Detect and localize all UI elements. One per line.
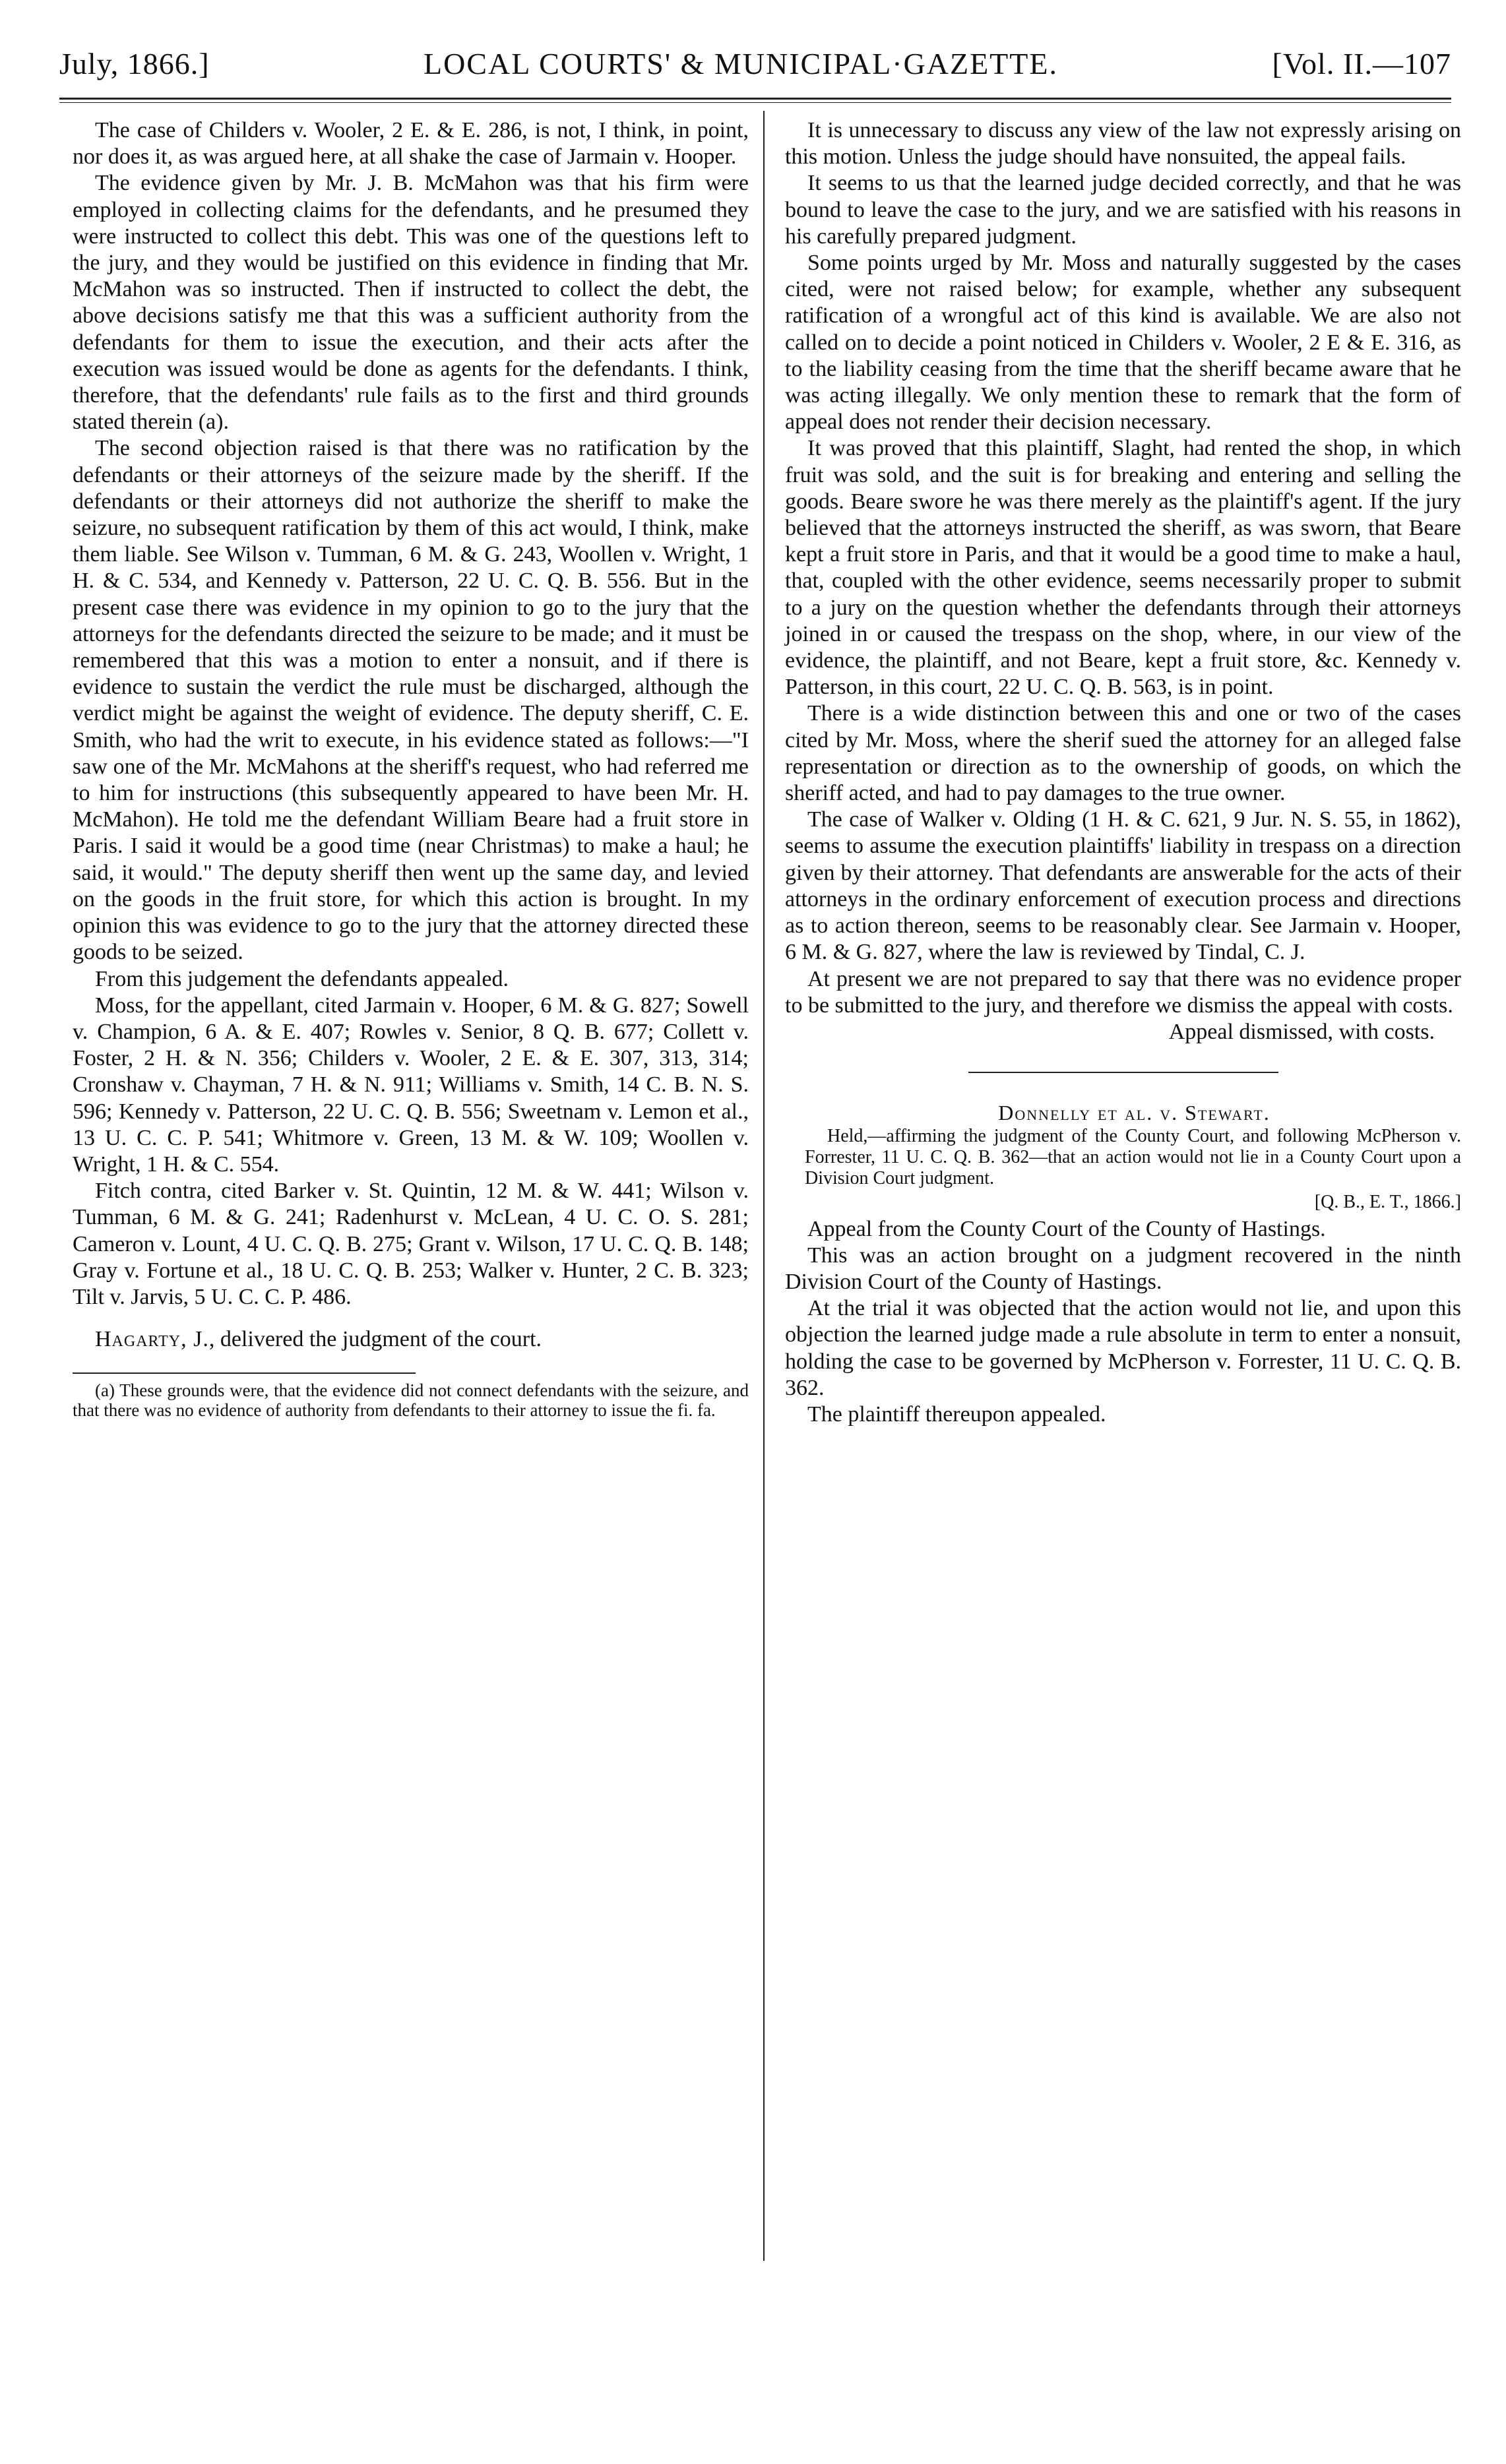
volume-page: [Vol. II.—107 — [1272, 47, 1451, 80]
disposition: Appeal dismissed, with costs. — [1168, 1019, 1435, 1044]
paragraph: The plaintiff thereupon appealed. — [807, 1401, 1106, 1427]
paragraph: This was an action brought on a judgment recovered in the ninth Division Court of the County of Hastings. — [785, 1243, 1461, 1294]
paragraph: The evidence given by Mr. J. B. McMahon was that his firm were employed in collecting claims for the defendants, and he presumed they were instructed to collect this debt. This was one of the questions left to the jury, and they would be justified on this evidence in finding that Mr. McMahon was so instructed. Then if instructed to collect the debt, the above decisions satisfy me that this was a sufficient authority from the defendants for them to issue the execution, and their acts after the execution was issued would be done as agents for the defendants. I think, therefore, that the defendants' rule fails as to the first and third grounds stated therein (a). — [73, 171, 749, 435]
paragraph: At the trial it was objected that the action would not lie, and upon this objection the learned judge made a rule absolute in term to enter a nonsuit, holding the case to be governed by McPherson v. Forrester, 11 U. C. Q. B. 362. — [785, 1296, 1461, 1400]
header-rule-thin — [59, 102, 1451, 103]
paragraph: The second objection raised is that there was no ratification by the defendants or their attorneys of the seizure made by the sheriff. If the defendants or their attorneys did not authorize the sheriff to make the seizure, no subsequent ratification by them of this act would, I think, make them liable. See Wilson v. Tumman, 6 M. & G. 243, Woollen v. Wright, 1 H. & C. 534, and Kennedy v. Patterson, 22 U. C. Q. B. 556. But in the present case there was evidence in my opinion to go to the jury that the attorneys for the defendants directed the seizure to be made; and it must be remembered that this was a motion to enter a nonsuit, and if there is evidence to sustain the verdict the rule must be discharged, although the verdict might be against the weight of evidence. The deputy sheriff, C. E. Smith, who had the writ to execute, in his evidence stated as follows:—"I saw one of the Mr. McMahons at the sheriff's request, who had referred me to him for instructions (this subsequently appeared to have been Mr. H. McMahon). He told me the defendant William Beare had a fruit store in Paris. I said it would be a good time (near Christmas) to make a haul; he said, it would." The deputy sheriff then went up the same day, and levied on the goods in the fruit store, for which this action is brought. In my opinion this was evidence to go to the jury that the attorney directed these goods to be seized. — [73, 436, 749, 965]
footnote: (a) These grounds were, that the evidence did not connect defendants with the seizure, and that there was no evidence of authority from defendants to their attorney to issue the fi. fa. — [73, 1380, 749, 1421]
paragraph: The case of Walker v. Olding (1 H. & C. 621, 9 Jur. N. S. 55, in 1862), seems to assume the execution plaintiffs' liability in trespass on a direction given by their attorney. That defendants are answerable for the acts of their attorneys in the ordinary enforcement of execution process and directions as to action thereon, seems to be reasonably clear. See Jarmain v. Hooper, 6 M. & G. 827, where the law is reviewed by Tindal, C. J. — [785, 807, 1461, 965]
column-divider — [763, 111, 765, 2261]
headnote: Held,—affirming the judgment of the County Court, and following McPherson v. Forrester, 11 U. C. Q. B. 362—that an action would not lie in a County Court upon a Division Court judgment. — [805, 1126, 1461, 1189]
case-title: Donnelly et al. v. Stewart. — [998, 1101, 1271, 1125]
publication-title: LOCAL COURTS' & MUNICIPAL·GAZETTE. — [423, 47, 1058, 80]
header-rule — [59, 98, 1451, 100]
court-citation: [Q. B., E. T., 1866.] — [1314, 1192, 1461, 1213]
issue-date: July, 1866.] — [59, 47, 210, 80]
right-column — [785, 117, 1461, 1428]
page-header — [59, 46, 1451, 86]
paragraph: It was proved that this plaintiff, Slaght, had rented the shop, in which fruit was sold, and the suit is for breaking and entering and selling the goods. Beare swore he was there merely as the plaintiff's agent. If the jury believed that the attorneys instructed the sheriff, as was sworn, that Beare kept a fruit store in Paris, and that it would be a good time to make a haul, that, coupled with the other evidence, seems necessarily proper to submit to a jury on the question whether the defendants through their attorneys joined in or caused the trespass on the shop, where, in our view of the evidence, the plaintiff, and not Beare, kept a fruit store, &c. Kennedy v. Patterson, in this court, 22 U. C. Q. B. 563, is in point. — [785, 436, 1461, 700]
paragraph: From this judgement the defendants appealed. — [95, 966, 509, 991]
left-column — [73, 117, 749, 1420]
paragraph: Appeal from the County Court of the County of Hastings. — [807, 1216, 1326, 1241]
paragraph: It is unnecessary to discuss any view of the law not expressly arising on this motion. Unless the judge should have nonsuited, the appeal fails. — [785, 118, 1461, 169]
paragraph: Moss, for the appellant, cited Jarmain v. Hooper, 6 M. & G. 827; Sowell v. Champion, 6 A. & E. 407; Rowles v. Senior, 8 Q. B. 677; Collett v. Foster, 2 H. & N. 356; Childers v. Wooler, 2 E. & E. 307, 313, 314; Cronshaw v. Chayman, 7 H. & N. 911; Williams v. Smith, 14 C. B. N. S. 596; Kennedy v. Patterson, 22 U. C. Q. B. 556; Sweetnam v. Lemon et al., 13 U. C. C. P. 541; Whitmore v. Green, 13 M. & W. 109; Woollen v. Wright, 1 H. & C. 554. — [73, 993, 749, 1177]
paragraph: The case of Childers v. Wooler, 2 E. & E. 286, is not, I think, in point, nor does it, as was argued here, at all shake the case of Jarmain v. Hooper. — [73, 118, 749, 169]
paragraph: At present we are not prepared to say that there was no evidence proper to be submitted to the jury, and therefore we dismiss the appeal with costs. — [785, 966, 1461, 1018]
judgment-intro — [73, 1326, 749, 1353]
footnote-rule — [73, 1372, 416, 1374]
paragraph: There is a wide distinction between this and one or two of the cases cited by Mr. Moss, where the sherif sued the attorney for an alleged false representation or direction as to the ownership of goods, on which the sheriff acted, and had to pay damages to the true owner. — [785, 701, 1461, 806]
judge-name: Hagarty, J. — [95, 1327, 209, 1352]
paragraph: Some points urged by Mr. Moss and naturally suggested by the cases cited, were not raised below; for example, whether any subsequent ratification of a wrongful act of this kind is available. We are also not called on to decide a point noticed in Childers v. Wooler, 2 E & E. 316, as to the liability ceasing from the time that the sheriff became aware that he was acting illegally. We only mention these to remark that the form of appeal does not render their decision necessary. — [785, 251, 1461, 435]
paragraph: Fitch contra, cited Barker v. St. Quintin, 12 M. & W. 441; Wilson v. Tumman, 6 M. & G. 241; Radenhurst v. McLean, 4 U. C. O. S. 281; Cameron v. Lount, 4 U. C. Q. B. 275; Grant v. Wilson, 17 U. C. Q. B. 148; Gray v. Fortune et al., 18 U. C. Q. B. 253; Walker v. Hunter, 2 C. B. 323; Tilt v. Jarvis, 5 U. C. C. P. 486. — [73, 1179, 749, 1309]
case-separator-rule — [968, 1072, 1278, 1073]
paragraph: It seems to us that the learned judge decided correctly, and that he was bound to leave the case to the jury, and we are satisfied with his reasons in his carefully prepared judgment. — [785, 171, 1461, 249]
judgment-intro-text: , delivered the judgment of the court. — [208, 1327, 542, 1352]
